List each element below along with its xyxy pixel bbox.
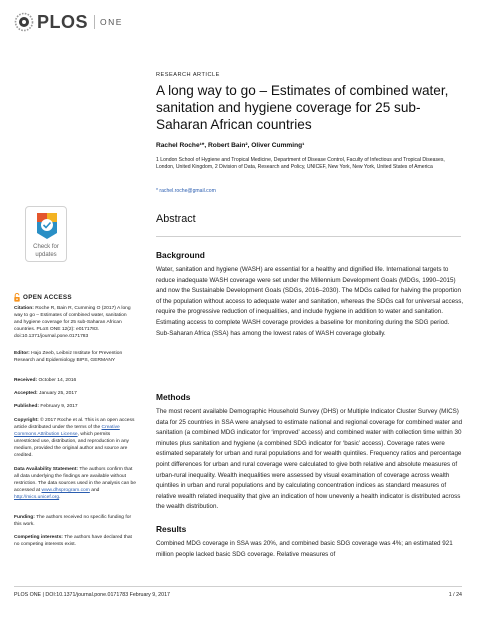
copyright-text: © 2017 Roche et al. This is an open access article distributed under the terms of the — [14, 418, 135, 431]
page-number: 1 / 24 — [448, 592, 462, 598]
accepted-block — [14, 390, 136, 397]
license-link[interactable]: Creative Commons Attribution License — [14, 425, 120, 438]
editor-block — [14, 350, 136, 364]
results-paragraph: Combined MDG coverage in SSA was 20%, and combined basic SDG coverage was 4%; an estimated 921 million people lacked basic SDG coverage. Relative measures of — [156, 540, 453, 558]
data-end: . — [59, 495, 61, 501]
accepted-label: Accepted: — [14, 391, 38, 396]
received-block — [14, 377, 136, 384]
editor-text: Hajo Zeeb, Leibniz Institute for Prevention Research and Epidemiology BIPS, GERMANY — [14, 351, 123, 364]
journal-logo[interactable] — [14, 11, 123, 33]
received-date: October 14, 2016 — [38, 378, 77, 383]
funding-text: The authors received no specific funding for this work. — [14, 515, 132, 528]
published-label: Published: — [14, 404, 39, 409]
data-availability-text: The authors confirm that all data underlying the findings are available without restriction. The data sources used in the analysis can be accessed at — [14, 467, 136, 494]
abstract-heading: Abstract — [156, 213, 196, 225]
copyright-block — [14, 417, 136, 460]
corresponding-email-link[interactable]: * rachel.roche@gmail.com — [156, 188, 216, 194]
dhs-link[interactable]: www.dhsprogram.com — [41, 488, 90, 494]
open-access-text: OPEN ACCESS — [23, 294, 72, 301]
copyright-label: Copyright: — [14, 418, 39, 423]
mics-link[interactable]: http://mics.unicef.org — [14, 495, 60, 501]
affiliations: 1 London School of Hygiene and Tropical Medicine, Department of Disease Control, Faculty of Infectious and Tropical Diseases, London, United Kingdom, 2 Division of Data, Research and Policy, UNICEF, New York, New York, United States of America — [156, 157, 445, 171]
citation-block — [14, 305, 136, 340]
copyright-tail: , which permits unrestricted use, distribution, and reproduction in any medium, provided the original author and source are credited. — [14, 432, 129, 459]
competing-interests-label: Competing interests: — [14, 535, 63, 540]
competing-interests-block — [14, 534, 136, 548]
plos-logo-icon — [14, 12, 34, 32]
data-and: and — [91, 488, 100, 494]
open-lock-icon — [14, 293, 20, 302]
received-label: Received: — [14, 378, 38, 383]
citation-text: Roche R, Bain R, Cumming O (2017) A long way to go – Estimates of combined water, sanitation and hygiene coverage for 25 sub-Saharan African countries. PLoS ONE 12(2): e0171783. doi:10.1371/journal.pone.0171783 — [14, 306, 131, 340]
footer-citation: PLOS ONE | DOI:10.1371/journal.pone.0171783 February 9, 2017 — [14, 592, 170, 598]
footer-divider — [14, 586, 462, 587]
competing-interests-text: The authors have declared that no competing interests exist. — [14, 535, 132, 548]
data-availability-block — [14, 466, 136, 501]
badge-label-line1: Check for — [33, 244, 59, 250]
editor-label: Editor: — [14, 351, 30, 356]
abstract-divider — [156, 236, 461, 237]
article-title: A long way to go – Estimates of combined water, sanitation and hygiene coverage for 25 sub-Saharan African countries — [156, 83, 449, 132]
published-block — [14, 403, 136, 410]
methods-heading: Methods — [156, 392, 191, 402]
funding-label: Funding: — [14, 515, 35, 520]
published-date: February 9, 2017 — [40, 404, 78, 409]
crossmark-icon — [34, 211, 60, 241]
accepted-date: January 25, 2017 — [39, 391, 77, 396]
citation-label: Citation: — [14, 306, 34, 311]
data-availability-label: Data Availability Statement: — [14, 467, 79, 472]
logo-divider — [94, 15, 95, 29]
results-heading: Results — [156, 524, 187, 534]
methods-paragraph: The most recent available Demographic Household Survey (DHS) or Multiple Indicator Cluster Survey (MICS) data for 25 countries in SSA were analysed to estimate national and regional coverage for combined water and sanitation (a combined MDG indicator for ‘improved’ access) and combined water with collection time within 30 minutes plus sanitation and hygiene (a combined SDG indicator for ‘basic’ access). Coverage rates were estimated separately for urban and rural populations and for wealth quintiles. Frequency ratios and percentage point differences for urban and rural coverage were calculated to give both relative and absolute measures of urban-rural inequality. Wealth inequalities were assessed by visual examination of coverage across wealth quintiles in urban and rural populations and by calculating concentration indices as standard measures of relative wealth related inequality that give an indication of how unevenly a health indicator is distributed across the wealth distribution. — [156, 408, 463, 511]
open-access-label — [14, 293, 72, 302]
journal-name: ONE — [100, 17, 123, 27]
funding-block — [14, 514, 136, 528]
brand-name: PLOS — [37, 11, 89, 32]
background-paragraph: Water, sanitation and hygiene (WASH) are essential for a healthy and dignified life. International targets to reduce inadequate WASH coverage were set under the Millennium Development Goals (MDGs, 1990–2015) and now the Sustainable Development Goals (SDGs, 2016–2030). The MDGs called for halving the proportion of the population without access to adequate water and sanitation, whereas the SDGs call for universal access, require the progressive reduction of inequalities, and include hygiene in addition to water and sanitation. Estimating access to complete WASH coverage provides a baseline for monitoring during the SDG period. Sub-Saharan Africa (SSA) has among the lowest rates of WASH coverage globally. — [156, 266, 464, 337]
check-for-updates-badge[interactable] — [25, 206, 67, 262]
background-heading: Background — [156, 250, 205, 260]
author-list: Rachel Roche¹*, Robert Bain², Oliver Cumming¹ — [156, 142, 305, 149]
badge-label-line2: updates — [35, 252, 57, 258]
article-type: RESEARCH ARTICLE — [156, 72, 220, 78]
